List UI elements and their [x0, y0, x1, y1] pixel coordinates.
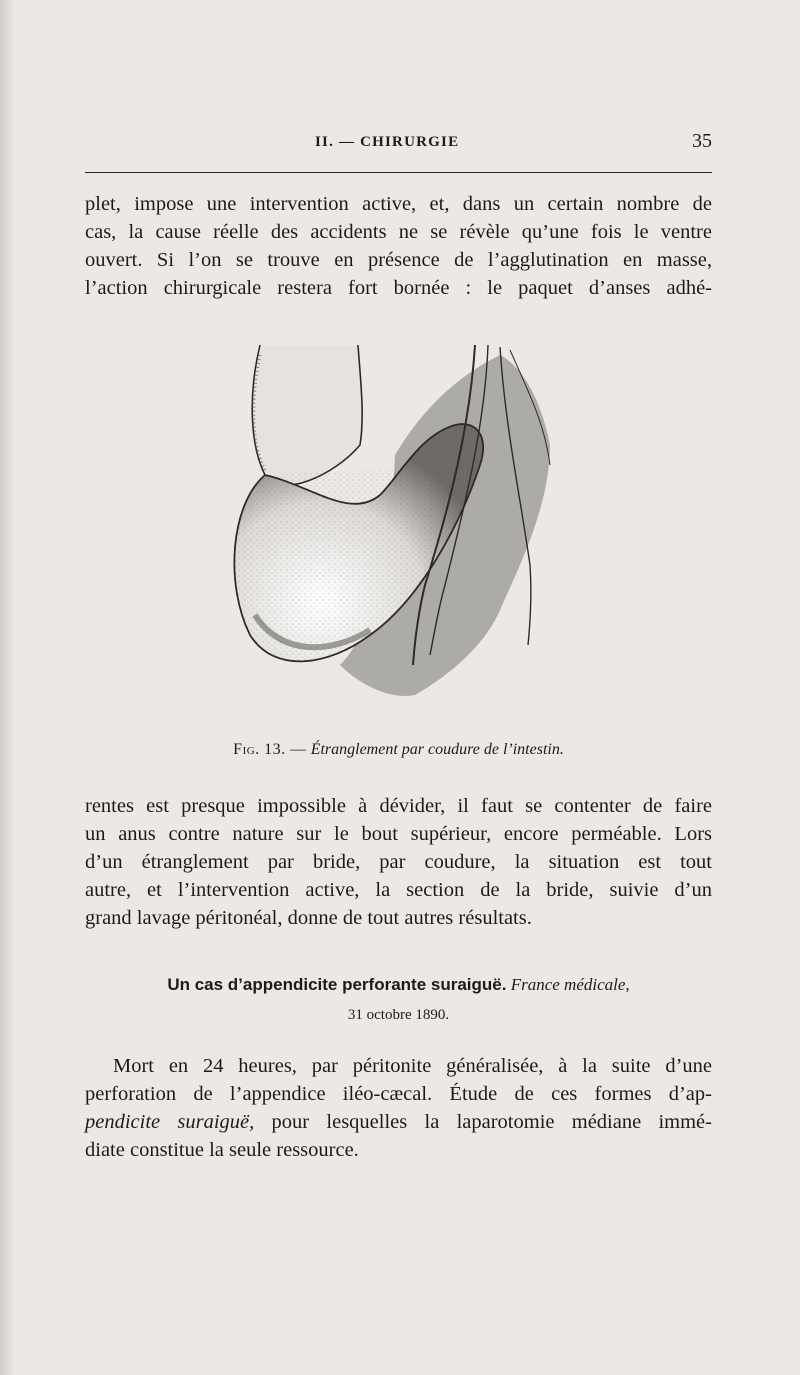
- text-fragment: pour lesquelles la laparotomie médiane immé-: [254, 1111, 712, 1133]
- intestine-illustration: [220, 335, 565, 710]
- text-line: un anus contre nature sur le bout supérieur, encore perméable. Lors: [85, 823, 712, 845]
- text-line: l’action chirurgicale restera fort bornée : le paquet d’anses adhé-: [85, 277, 712, 299]
- running-title: II. — CHIRURGIE: [315, 134, 460, 150]
- figure-caption: [85, 741, 712, 759]
- text-line: Mort en 24 heures, par péritonite généralisée, à la suite d’une: [113, 1055, 712, 1077]
- article-source: France médicale,: [510, 975, 630, 994]
- article-title: Un cas d’appendicite perforante suraiguë.: [167, 975, 507, 994]
- text-line: grand lavage péritonéal, donne de tout autres résultats.: [85, 907, 532, 929]
- descending-loop: [252, 345, 362, 485]
- text-line: diate constitue la seule ressource.: [85, 1139, 359, 1161]
- text-line: perforation de l’appendice iléo-cæcal. Étude de ces formes d’ap-: [85, 1083, 712, 1105]
- header-rule: [85, 172, 712, 173]
- italic-term: pendicite suraiguë,: [85, 1111, 255, 1133]
- page-edge-shadow: [0, 0, 14, 1375]
- article-date: 31 octobre 1890.: [347, 1007, 450, 1023]
- paragraph-3: [85, 1052, 712, 1164]
- text-line: plet, impose une intervention active, et, dans un certain nombre de: [85, 193, 712, 215]
- paragraph-1: [85, 190, 712, 302]
- paragraph-2: [85, 792, 712, 932]
- figure-title: Étranglement par coudure de l’intestin.: [310, 741, 564, 758]
- text-line: autre, et l’intervention active, la section de la bride, suivie d’un: [85, 879, 712, 901]
- text-line: cas, la cause réelle des accidents ne se révèle qu’une fois le ventre: [85, 221, 712, 243]
- text-line: d’un étranglement par bride, par coudure, la situation est tout: [85, 851, 712, 873]
- text-line: [85, 1108, 712, 1136]
- text-line: rentes est presque impossible à dévider, il faut se contenter de faire: [85, 795, 712, 817]
- page-number: 35: [692, 130, 712, 152]
- article-heading: [85, 970, 712, 1030]
- text-line: ouvert. Si l’on se trouve en présence de l’agglutination en masse,: [85, 249, 712, 271]
- figure-label: Fig. 13. —: [233, 741, 307, 758]
- running-head: [85, 128, 712, 158]
